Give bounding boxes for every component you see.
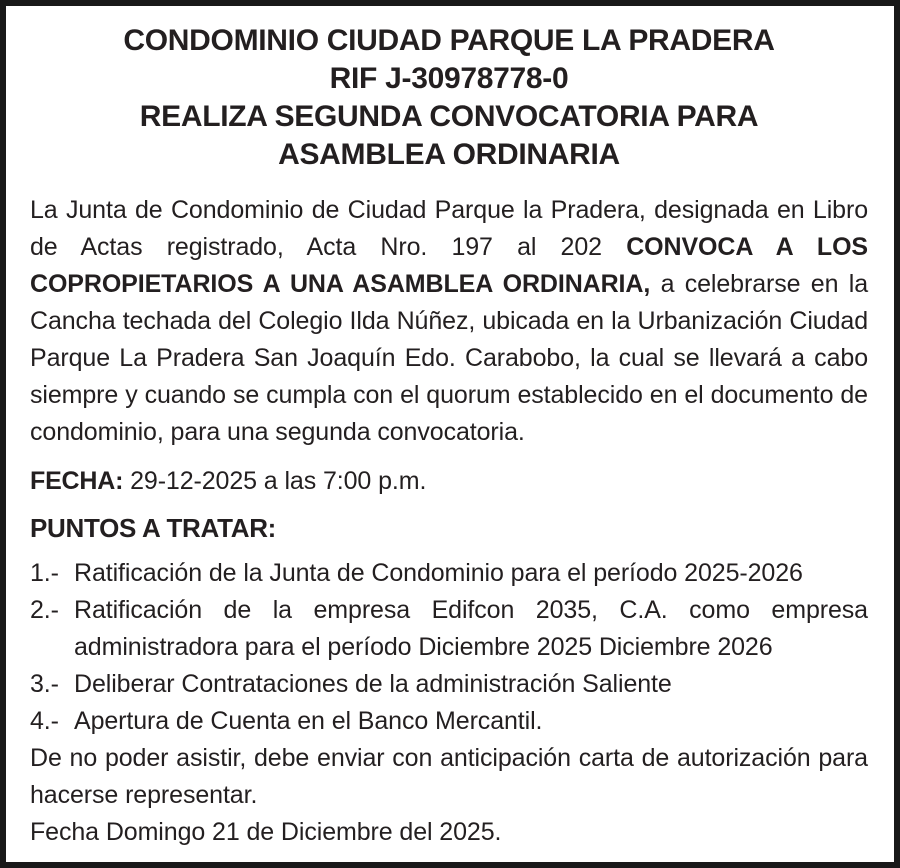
intro-paragraph: [30, 192, 868, 451]
agenda-item-number: 2.-: [30, 596, 59, 624]
fecha-line: [30, 463, 868, 500]
agenda-item: [30, 666, 868, 703]
fecha-value: 29-12-2025 a las 7:00 p.m.: [123, 467, 427, 495]
title-line-condominio: CONDOMINIO CIUDAD PARQUE LA PRADERA: [123, 24, 775, 57]
publication-date-line: Fecha Domingo 21 de Diciembre del 2025.: [30, 818, 502, 846]
document-title: [30, 22, 868, 174]
agenda-item-text: Ratificación de la empresa Edifcon 2035, C.A. como empresa administradora para el período Diciembre 2025 Diciembre 2026: [74, 596, 868, 661]
agenda-list: [30, 555, 868, 740]
agenda-item-number: 4.-: [30, 707, 59, 735]
title-line-convocatoria: REALIZA SEGUNDA CONVOCATORIA PARA: [139, 100, 759, 133]
agenda-item: [30, 703, 868, 740]
intro-text-part2: a celebrarse en la Cancha techada del Colegio Ilda Núñez, ubicada en la Urbanización Ciudad Parque La Pradera San Joaquín Edo. Carabobo, la cual se llevará a cabo siempre y cuando se cumpla con el quorum establecido en el documento de condominio, para una segunda convocatoria.: [30, 270, 868, 446]
agenda-item-text: Deliberar Contrataciones de la administración Saliente: [74, 670, 672, 698]
agenda-item-number: 1.-: [30, 559, 59, 587]
agenda-item: [30, 555, 868, 592]
agenda-item-number: 3.-: [30, 670, 59, 698]
title-line-asamblea: ASAMBLEA ORDINARIA: [278, 138, 620, 171]
agenda-item-text: Ratificación de la Junta de Condominio para el período 2025-2026: [74, 559, 803, 587]
title-line-rif: RIF J-30978778-0: [329, 62, 569, 95]
agenda-heading: PUNTOS A TRATAR:: [30, 513, 277, 543]
intro-text-part1: La Junta de Condominio de Ciudad Parque la Pradera, designada en Libro de Actas registrado, Acta Nro. 197 al 202: [30, 196, 868, 261]
agenda-item-text: Apertura de Cuenta en el Banco Mercantil.: [74, 707, 543, 735]
agenda-item: [30, 592, 868, 666]
intro-text-bold: CONVOCA A LOS COPROPIETARIOS A UNA ASAMBLEA ORDINARIA,: [30, 233, 868, 298]
closing-note: De no poder asistir, debe enviar con anticipación carta de autorización para hacerse representar.: [30, 744, 868, 809]
fecha-label: FECHA:: [30, 467, 124, 495]
